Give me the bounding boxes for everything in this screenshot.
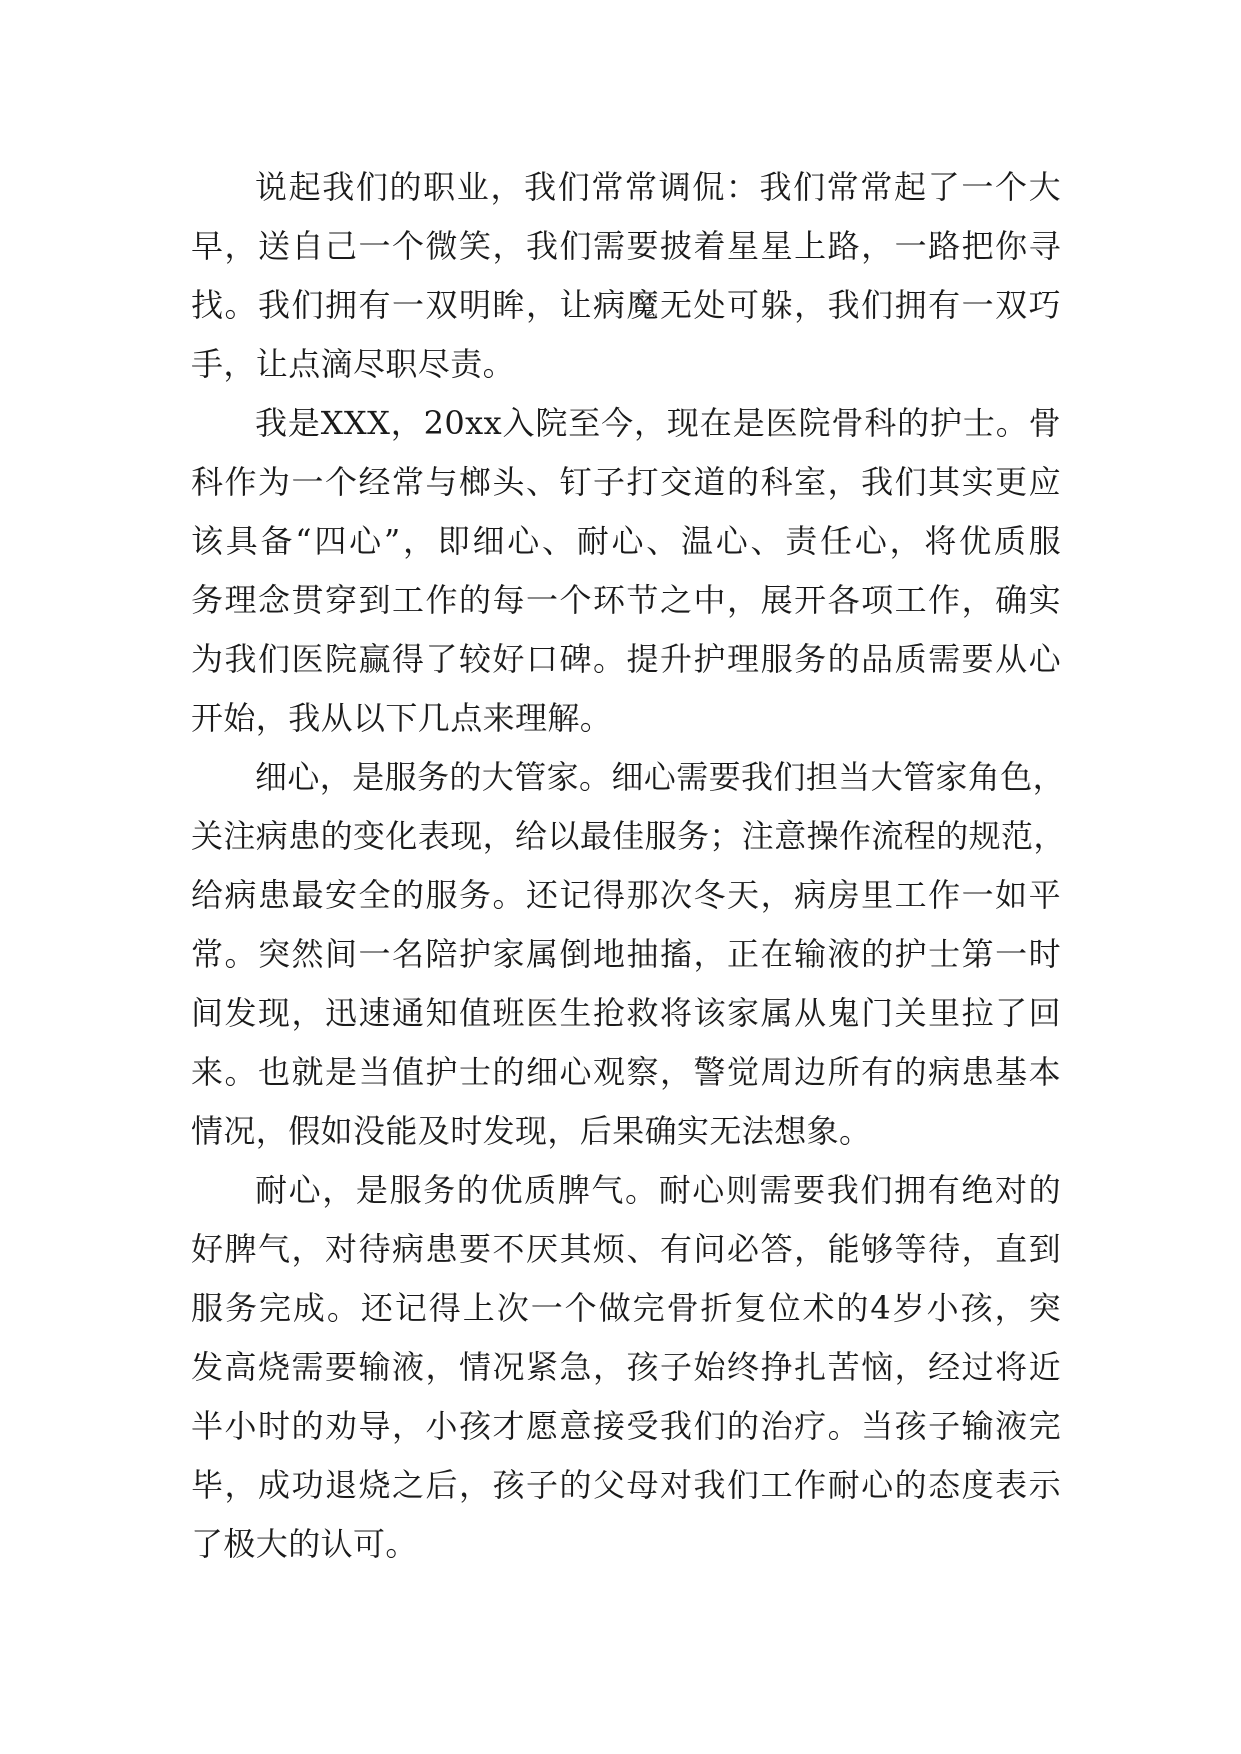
text-line: 来。也就是当值护士的细心观察，警觉周边所有的病患基本 — [191, 1053, 1061, 1091]
text-line: 该具备“四心”，即细心、耐心、温心、责任心，将优质服 — [191, 522, 1061, 560]
text-line: 发高烧需要输液，情况紧急，孩子始终挣扎苦恼，经过将近 — [191, 1348, 1061, 1386]
text-line: 服务完成。还记得上次一个做完骨折复位术的4岁小孩，突 — [191, 1289, 1061, 1327]
text-line: 细心，是服务的大管家。细心需要我们担当大管家角色， — [255, 758, 1066, 796]
text-line: 手，让点滴尽职尽责。 — [191, 345, 516, 383]
text-line: 常。突然间一名陪护家属倒地抽搐，正在输液的护士第一时 — [191, 935, 1061, 973]
text-line: 开始，我从以下几点来理解。 — [191, 699, 613, 737]
text-line: 务理念贯穿到工作的每一个环节之中，展开各项工作，确实 — [191, 581, 1061, 619]
text-line: 间发现，迅速通知值班医生抢救将该家属从鬼门关里拉了回 — [191, 994, 1061, 1032]
text-line: 好脾气，对待病患要不厌其烦、有问必答，能够等待，直到 — [191, 1230, 1061, 1268]
text-line: 关注病患的变化表现，给以最佳服务；注意操作流程的规范， — [191, 817, 1066, 855]
document-body — [191, 158, 1066, 1574]
text-line: 说起我们的职业，我们常常调侃：我们常常起了一个大 — [255, 168, 1061, 206]
text-line: 为我们医院赢得了较好口碑。提升护理服务的品质需要从心 — [191, 640, 1061, 678]
text-line: 给病患最安全的服务。还记得那次冬天，病房里工作一如平 — [191, 876, 1061, 914]
text-line: 情况，假如没能及时发现，后果确实无法想象。 — [191, 1112, 872, 1150]
text-line: 科作为一个经常与榔头、钉子打交道的科室，我们其实更应 — [191, 463, 1061, 501]
text-line: 半小时的劝导，小孩才愿意接受我们的治疗。当孩子输液完 — [191, 1407, 1061, 1445]
text-line: 耐心，是服务的优质脾气。耐心则需要我们拥有绝对的 — [255, 1171, 1061, 1209]
text-line: 找。我们拥有一双明眸，让病魔无处可躲，我们拥有一双巧 — [191, 286, 1061, 324]
text-line: 毕，成功退烧之后，孩子的父母对我们工作耐心的态度表示 — [191, 1466, 1061, 1504]
text-line: 我是XXX，20xx入院至今，现在是医院骨科的护士。骨 — [255, 404, 1061, 442]
text-line: 了极大的认可。 — [191, 1525, 418, 1563]
text-line: 早，送自己一个微笑，我们需要披着星星上路，一路把你寻 — [191, 227, 1061, 265]
